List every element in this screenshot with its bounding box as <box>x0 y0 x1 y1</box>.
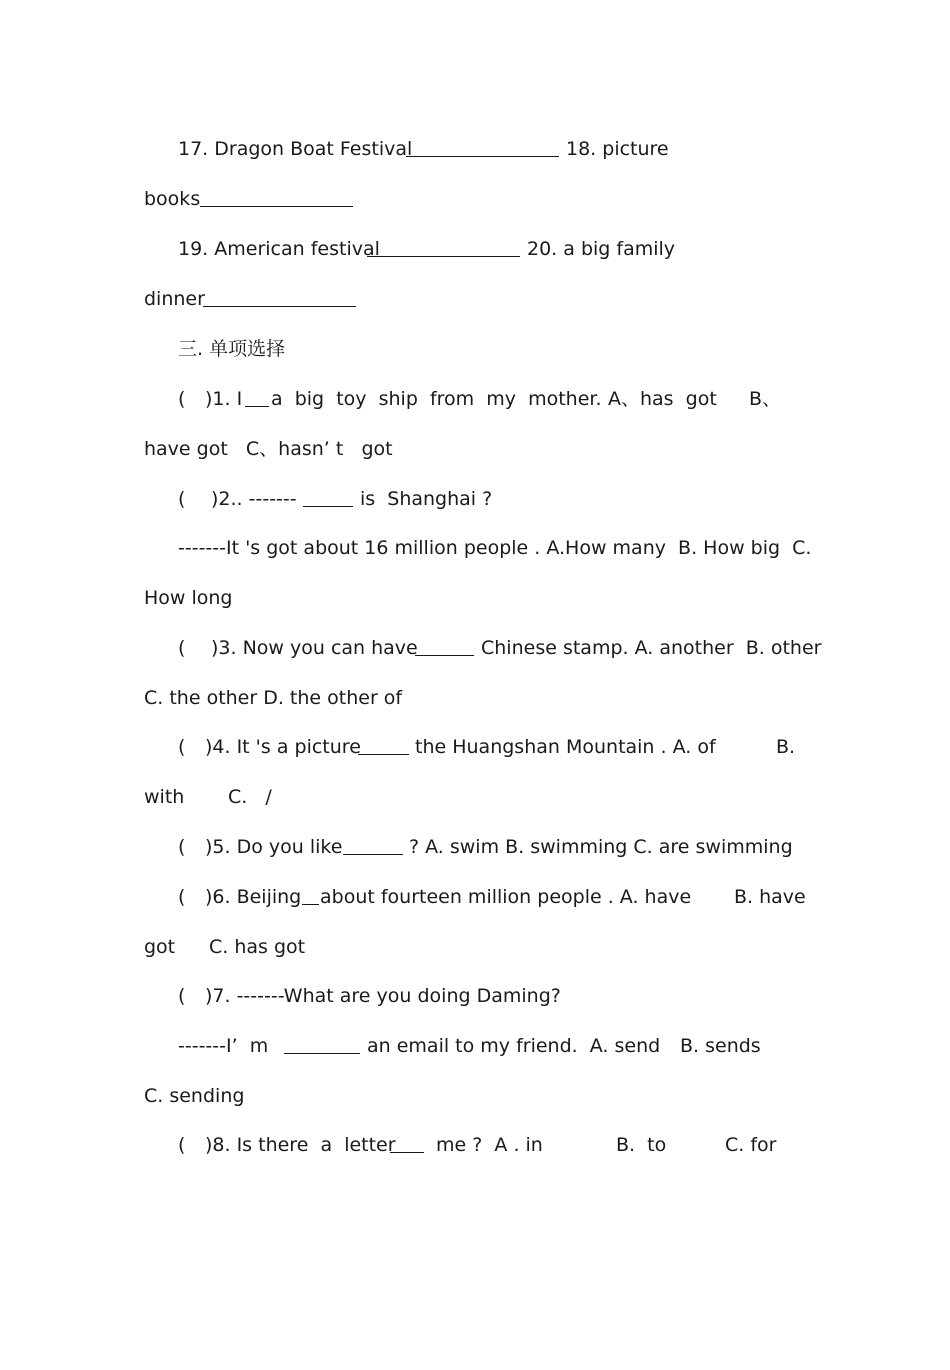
vocab-item-18: 18. picture <box>566 138 669 160</box>
vocab-item-17: 17. Dragon Boat Festival <box>178 138 413 160</box>
answer-paren: ( <box>178 736 186 758</box>
question-6-option-b: B. have <box>734 886 806 908</box>
answer-paren: ( <box>178 637 186 659</box>
answer-blank <box>245 406 269 407</box>
question-7-answer-text: an email to my friend. A. send <box>367 1035 661 1057</box>
question-5 <box>0 832 950 862</box>
question-4-option-c: C. / <box>228 786 272 808</box>
question-7-option-c: C. sending <box>144 1085 245 1107</box>
question-2-answer-line: -------It 's got about 16 million people . A.How many B. How big C. <box>178 537 812 559</box>
answer-blank <box>200 206 353 207</box>
vocab-line-18-cont <box>0 184 950 214</box>
question-4 <box>0 732 950 762</box>
vocab-line-20-cont <box>0 284 950 314</box>
question-7-answer-start: -------I’ m <box>178 1035 269 1057</box>
answer-blank <box>390 1152 424 1153</box>
answer-blank <box>343 854 403 855</box>
vocab-line-17-18 <box>0 134 950 164</box>
question-2 <box>0 484 950 514</box>
question-7 <box>0 981 950 1011</box>
answer-blank <box>415 655 474 656</box>
answer-paren: ( <box>178 1134 186 1156</box>
vocab-item-20: 20. a big family <box>527 238 676 260</box>
question-8 <box>0 1130 950 1160</box>
question-4-cont <box>0 782 950 812</box>
question-1-cont <box>0 434 950 464</box>
answer-paren: ( <box>178 488 186 510</box>
question-2-answer <box>0 533 950 563</box>
question-3-stem: )3. Now you can have <box>211 637 418 659</box>
question-3-cont <box>0 683 950 713</box>
vocab-item-18-cont: books <box>144 188 201 210</box>
answer-blank <box>367 256 520 257</box>
answer-paren: ( <box>178 985 186 1007</box>
question-8-option-b: B. to <box>616 1134 667 1156</box>
section-heading <box>0 334 950 364</box>
answer-blank <box>358 754 409 755</box>
question-4-text: the Huangshan Mountain . A. of <box>415 736 716 758</box>
answer-blank <box>203 306 356 307</box>
question-6 <box>0 882 950 912</box>
answer-blank <box>303 506 353 507</box>
question-7-stem: )7. -------What are you doing Daming? <box>205 985 561 1007</box>
vocab-line-19-20 <box>0 234 950 264</box>
vocab-item-19: 19. American festival <box>178 238 380 260</box>
question-3 <box>0 633 950 663</box>
vocab-item-20-cont: dinner <box>144 288 205 310</box>
question-3-options: C. the other D. the other of <box>144 687 403 709</box>
question-6-stem: )6. Beijing <box>205 886 302 908</box>
question-2-text: is Shanghai ? <box>360 488 493 510</box>
answer-blank <box>302 904 319 905</box>
question-1-text: a big toy ship from my mother. <box>271 388 602 410</box>
answer-paren: ( <box>178 388 186 410</box>
question-4-stem: )4. It 's a picture <box>205 736 361 758</box>
answer-blank <box>406 156 559 157</box>
question-2-option-c: How long <box>144 587 233 609</box>
question-6-text: about fourteen million people . A. have <box>320 886 692 908</box>
answer-blank <box>284 1053 360 1054</box>
question-5-stem: )5. Do you like <box>205 836 343 858</box>
question-1-option-b: B、 <box>749 388 782 410</box>
question-7-option-b: B. sends <box>680 1035 761 1057</box>
question-7-answer <box>0 1031 950 1061</box>
question-1 <box>0 384 950 414</box>
question-1-options: have got C、hasn’ t got <box>144 438 393 460</box>
question-2-cont <box>0 583 950 613</box>
question-4-option-b: B. <box>776 736 796 758</box>
question-4-option-b-text: with <box>144 786 185 808</box>
question-8-text: me ? A . in <box>436 1134 543 1156</box>
question-1-option-a: A、has got <box>608 388 717 410</box>
answer-paren: ( <box>178 836 186 858</box>
answer-paren: ( <box>178 886 186 908</box>
question-7-cont <box>0 1081 950 1111</box>
question-6-option-c: C. has got <box>209 936 306 958</box>
question-6-option-b-text: got <box>144 936 176 958</box>
question-2-stem: )2.. ------- <box>211 488 297 510</box>
question-1-stem: )1. I <box>205 388 243 410</box>
question-3-text: Chinese stamp. A. another B. other <box>481 637 822 659</box>
question-8-stem: )8. Is there a letter <box>205 1134 396 1156</box>
question-8-option-c: C. for <box>725 1134 777 1156</box>
section-title: 三. 单项选择 <box>178 338 286 360</box>
question-6-cont <box>0 932 950 962</box>
question-5-text: ? A. swim B. swimming C. are swimming <box>409 836 793 858</box>
